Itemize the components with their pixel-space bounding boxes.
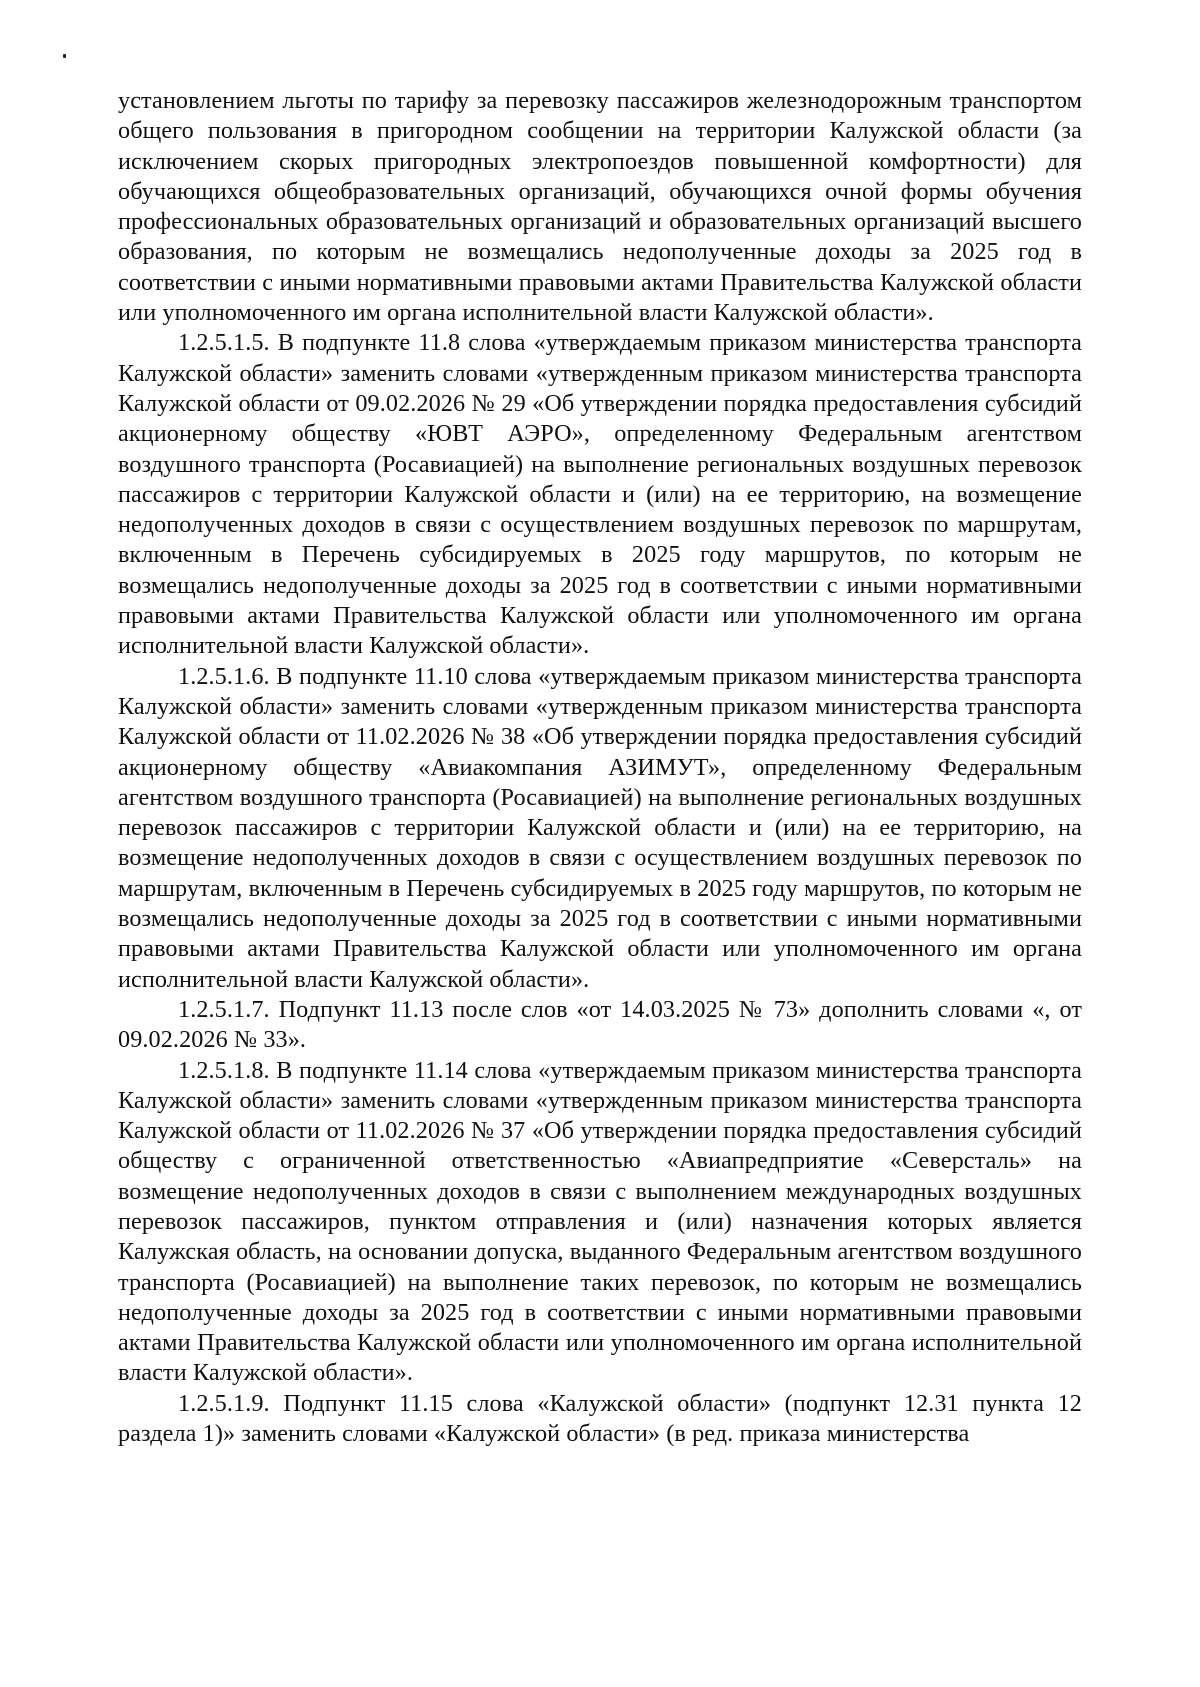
paragraph-continuation: установлением льготы по тарифу за перевозку пассажиров железнодорожным транспортом общего пользования в пригородном сообщении на территории Калужской области (за исключением скорых пригородных электропоездов повышенной комфортности) для обучающихся общеобразовательных организаций, обучающихся очной формы обучения профессиональных образовательных организаций и образовательных организаций высшего образования, по которым не возмещались недополученные доходы за 2025 год в соответствии с иными нормативными правовыми актами Правительства Калужской области или уполномоченного им органа исполнительной власти Калужской области». — [118, 87, 1082, 327]
paragraph-1-2-5-1-7: 1.2.5.1.7. Подпункт 11.13 после слов «от 14.03.2025 № 73» дополнить словами «, от 09.02.2026 № 33». — [118, 995, 1082, 1054]
paragraph-1-2-5-1-5: 1.2.5.1.5. В подпункте 11.8 слова «утверждаемым приказом министерства транспорта Калужской области» заменить словами «утвержденным приказом министерства транспорта Калужской области от 09.02.2026 № 29 «Об утверждении порядка предоставления субсидий акционерному обществу «ЮВТ АЭРО», определенному Федеральным агентством воздушного транспорта (Росавиацией) на выполнение региональных воздушных перевозок пассажиров с территории Калужской области и (или) на ее территорию, на возмещение недополученных доходов в связи с осуществлением воздушных перевозок по маршрутам, включенным в Перечень субсидируемых в 2025 году маршрутов, по которым не возмещались недополученные доходы за 2025 год в соответствии с иными нормативными правовыми актами Правительства Калужской области или уполномоченного им органа исполнительной власти Калужской области». — [118, 329, 1082, 660]
scan-speck — [63, 54, 66, 58]
paragraph-1-2-5-1-6: 1.2.5.1.6. В подпункте 11.10 слова «утверждаемым приказом министерства транспорта Калужской области» заменить словами «утвержденным приказом министерства транспорта Калужской области от 11.02.2026 № 38 «Об утверждении порядка предоставления субсидий акционерному обществу «Авиакомпания АЗИМУТ», определенному Федеральным агентством воздушного транспорта (Росавиацией) на выполнение региональных воздушных перевозок пассажиров с территории Калужской области и (или) на ее территорию, на возмещение недополученных доходов в связи с осуществлением воздушных перевозок по маршрутам, включенным в Перечень субсидируемых в 2025 году маршрутов, по которым не возмещались недополученные доходы за 2025 год в соответствии с иными нормативными правовыми актами Правительства Калужской области или уполномоченного им органа исполнительной власти Калужской области». — [118, 662, 1082, 993]
document-body — [118, 86, 1082, 1449]
paragraph-1-2-5-1-9: 1.2.5.1.9. Подпункт 11.15 слова «Калужской области» (подпункт 12.31 пункта 12 раздела 1)» заменить словами «Калужской области» (в ред. приказа министерства — [118, 1389, 1082, 1448]
paragraph-1-2-5-1-8: 1.2.5.1.8. В подпункте 11.14 слова «утверждаемым приказом министерства транспорта Калужской области» заменить словами «утвержденным приказом министерства транспорта Калужской области от 11.02.2026 № 37 «Об утверждении порядка предоставления субсидий обществу с ограниченной ответственностью «Авиапредприятие «Северсталь» на возмещение недополученных доходов в связи с выполнением международных воздушных перевозок пассажиров, пунктом отправления и (или) назначения которых является Калужская область, на основании допуска, выданного Федеральным агентством воздушного транспорта (Росавиацией) на выполнение таких перевозок, по которым не возмещались недополученные доходы за 2025 год в соответствии с иными нормативными правовыми актами Правительства Калужской области или уполномоченного им органа исполнительной власти Калужской области». — [118, 1056, 1082, 1387]
